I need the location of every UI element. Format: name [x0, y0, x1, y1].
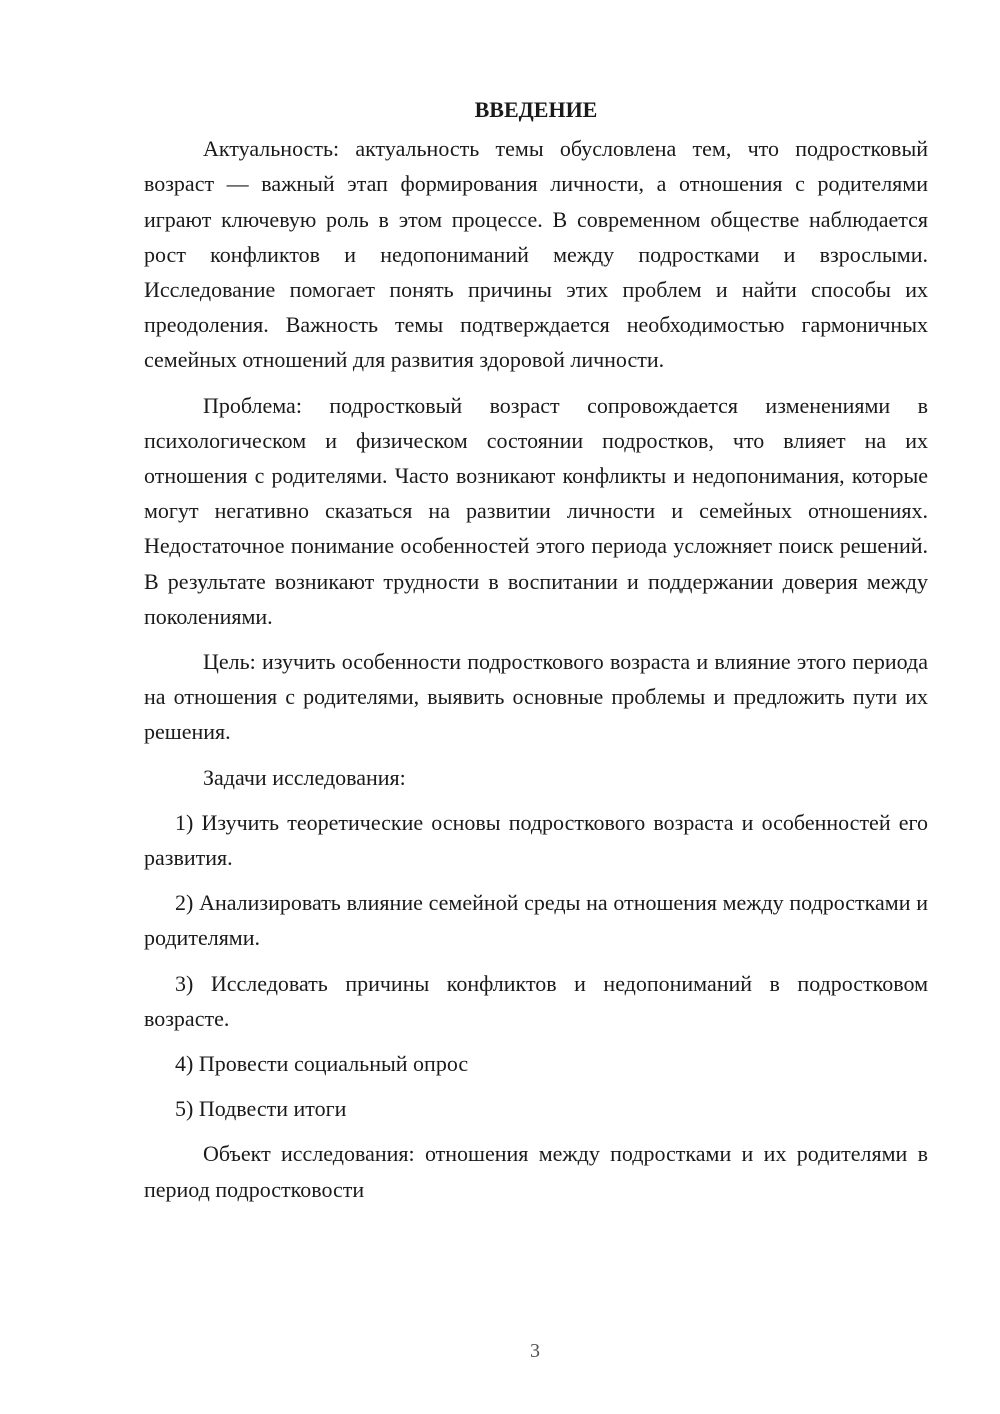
- page-number: 3: [530, 1340, 540, 1362]
- page-content: [144, 92, 928, 1207]
- paragraph-relevance: Актуальность: актуальность темы обусловлена тем, что подростковый возраст — важный этап формирования личности, а отношения с родителями играют ключевую роль в этом процессе. В современном обществе наблюдается рост конфликтов и недопониманий между подростками и взрослыми. Исследование помогает понять причины этих проблем и найти способы их преодоления. Важность темы подтверждается необходимостью гармоничных семейных отношений для развития здоровой личности.: [144, 136, 928, 373]
- paragraph-object: Объект исследования: отношения между подростками и их родителями в период подростковости: [144, 1141, 928, 1202]
- task-item-1: 1) Изучить теоретические основы подросткового возраста и особенностей его развития.: [144, 809, 928, 871]
- task-item-2: 2) Анализировать влияние семейной среды на отношения между подростками и родителями.: [144, 890, 928, 951]
- task-item-3: 3) Исследовать причины конфликтов и недопониманий в подростковом возрасте.: [144, 970, 928, 1031]
- task-item-5: 5) Подвести итоги: [175, 1096, 347, 1122]
- section-heading: ВВЕДЕНИЕ: [474, 97, 598, 122]
- paragraph-problem: Проблема: подростковый возраст сопровождается изменениями в психологическом и физическом состоянии подростков, что влияет на их отношения с родителями. Часто возникают конфликты и недопонимания, которые могут негативно сказаться на развитии личности и семейных отношениях. Недостаточное понимание особенностей этого периода усложняет поиск решений. В результате возникают трудности в воспитании и поддержании доверия между поколениями.: [144, 392, 928, 629]
- tasks-heading: Задачи исследования:: [203, 764, 406, 790]
- task-item-4: 4) Провести социальный опрос: [175, 1051, 469, 1077]
- paragraph-goal: Цель: изучить особенности подросткового возраста и влияние этого периода на отношения с родителями, выявить основные проблемы и предложить пути их решения.: [144, 649, 928, 745]
